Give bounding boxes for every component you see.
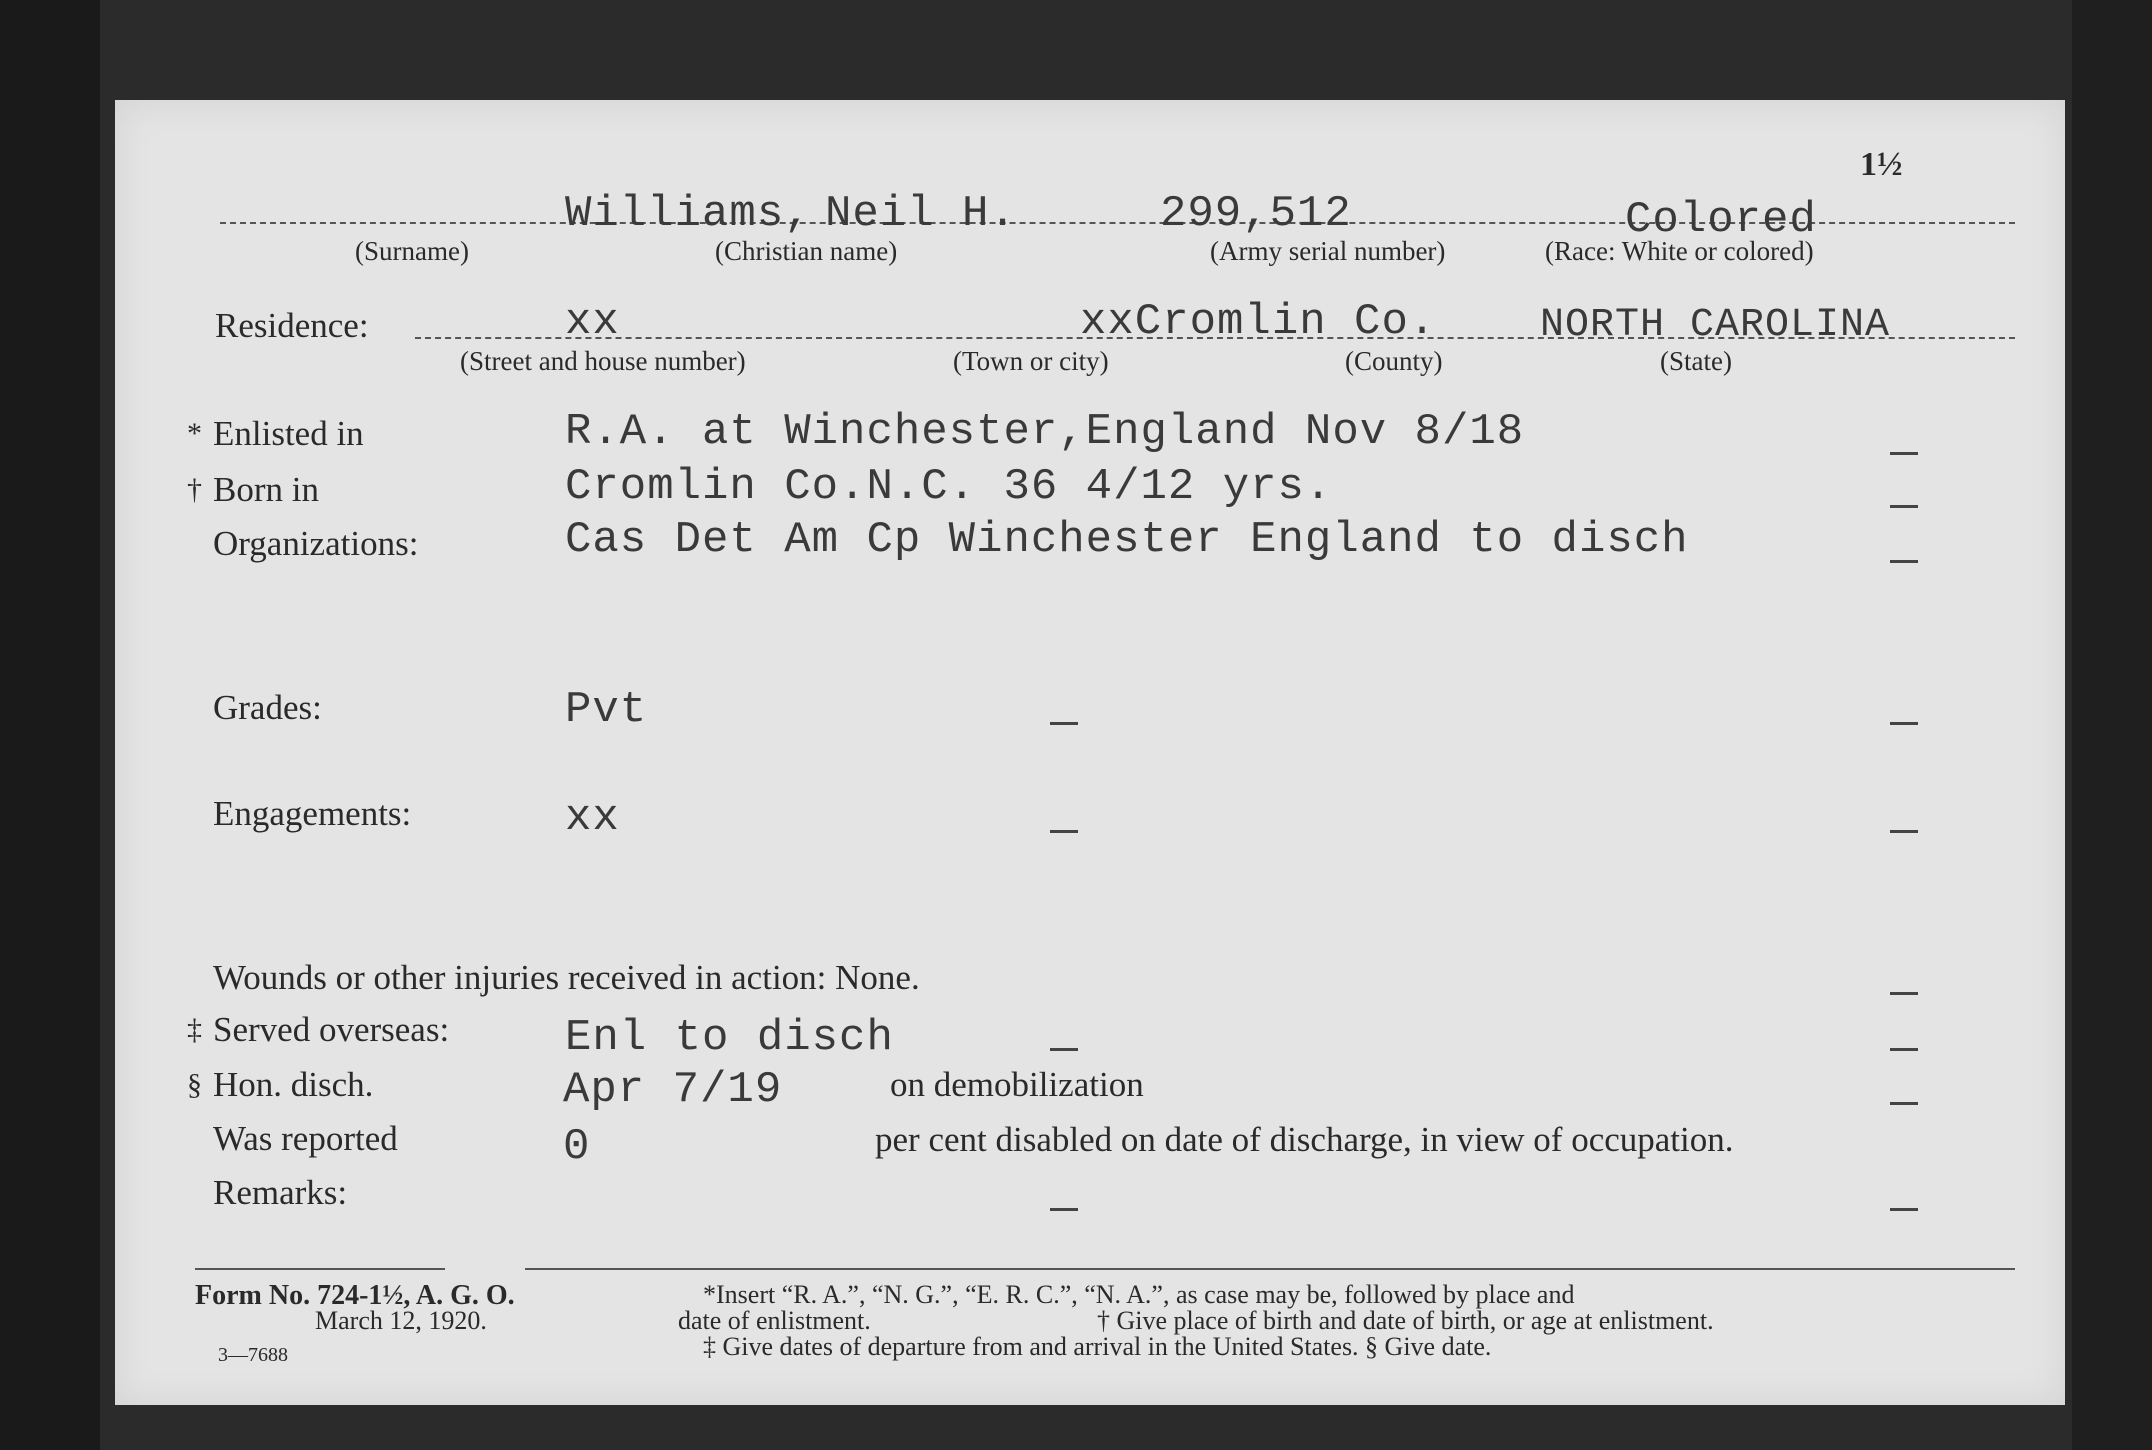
footnote-line-1: *Insert “R. A.”, “N. G.”, “E. R. C.”, “N. A.”, as case may be, followed by place and: [703, 1280, 1575, 1309]
engagements-dash-right: [1890, 830, 1918, 833]
born-mark: †: [187, 473, 202, 506]
form-date: March 12, 1920.: [315, 1306, 487, 1335]
overseas-value: Enl to disch: [565, 1013, 894, 1063]
footnote-line-2b: † Give place of birth and date of birth, or age at enlistment.: [1097, 1306, 1714, 1335]
residence-label: Residence:: [215, 306, 369, 345]
engagements-label: Engagements:: [213, 794, 412, 833]
grades-dash-middle: [1050, 722, 1078, 725]
enlisted-mark: *: [187, 417, 202, 450]
organizations-value: Cas Det Am Cp Winchester England to disch: [565, 515, 1689, 565]
enlisted-value: R.A. at Winchester,England Nov 8/18: [565, 407, 1525, 457]
surname-caption: (Surname): [355, 236, 469, 266]
service-record-card: [115, 100, 2065, 1405]
footer-rule-right: [525, 1268, 2015, 1270]
hon-disch-mark: §: [187, 1068, 202, 1101]
overseas-dash-right: [1890, 1048, 1918, 1051]
hon-disch-suffix: on demobilization: [890, 1065, 1144, 1104]
reported-value: 0: [563, 1122, 591, 1172]
hon-disch-dash: [1890, 1102, 1918, 1105]
street-caption: (Street and house number): [460, 346, 746, 376]
reported-label: Was reported: [213, 1119, 398, 1158]
remarks-label: Remarks:: [213, 1173, 348, 1212]
remarks-dash-middle: [1050, 1208, 1078, 1211]
grades-value: Pvt: [565, 685, 648, 735]
grades-label: Grades:: [213, 688, 322, 727]
reported-suffix: per cent disabled on date of discharge, in view of occupation.: [875, 1120, 1734, 1159]
page-number: 1½: [1860, 146, 1903, 183]
footnote-line-2a: date of enlistment.: [678, 1306, 871, 1335]
scan-border-left: [0, 0, 100, 1450]
born-label: Born in: [213, 470, 319, 509]
surname-value: Williams,: [565, 189, 812, 239]
hon-disch-value: Apr 7/19: [563, 1065, 783, 1115]
wounds-dash: [1890, 992, 1918, 995]
organizations-dash: [1890, 560, 1918, 563]
enlisted-label: Enlisted in: [213, 414, 364, 453]
organizations-label: Organizations:: [213, 524, 419, 563]
serial-number-value: 299,512: [1160, 189, 1352, 239]
engagements-dash-middle: [1050, 830, 1078, 833]
born-value: Cromlin Co.N.C. 36 4/12 yrs.: [565, 462, 1333, 512]
overseas-dash-middle: [1050, 1048, 1078, 1051]
remarks-dash-right: [1890, 1208, 1918, 1211]
scan-border-right: [2072, 0, 2152, 1450]
overseas-mark: ‡: [187, 1013, 202, 1046]
wounds-text: Wounds or other injuries received in action: None.: [213, 958, 920, 997]
born-dash: [1890, 505, 1918, 508]
hon-disch-label: Hon. disch.: [213, 1065, 374, 1104]
christian-name-value: Neil H.: [825, 189, 1017, 239]
footer-rule-left: [195, 1268, 445, 1270]
serial-number-caption: (Army serial number): [1210, 236, 1446, 266]
grades-dash-right: [1890, 722, 1918, 725]
race-caption: (Race: White or colored): [1545, 236, 1814, 266]
form-code: 3—7688: [218, 1344, 288, 1366]
enlisted-dash: [1890, 452, 1918, 455]
overseas-label: Served overseas:: [213, 1010, 450, 1049]
state-caption: (State): [1660, 346, 1732, 376]
county-caption: (County): [1345, 346, 1443, 376]
state-value: NORTH CAROLINA: [1540, 303, 1891, 348]
town-county-value: xxCromlin Co.: [1080, 297, 1437, 347]
footnote-line-3: ‡ Give dates of departure from and arrival in the United States. § Give date.: [703, 1332, 1492, 1361]
race-value: Colored: [1625, 195, 1817, 245]
form-number: Form No. 724-1½, A. G. O.: [195, 1280, 515, 1311]
town-caption: (Town or city): [953, 346, 1109, 376]
engagements-value: xx: [565, 793, 620, 843]
street-value: xx: [565, 297, 620, 347]
christian-name-caption: (Christian name): [715, 236, 898, 266]
